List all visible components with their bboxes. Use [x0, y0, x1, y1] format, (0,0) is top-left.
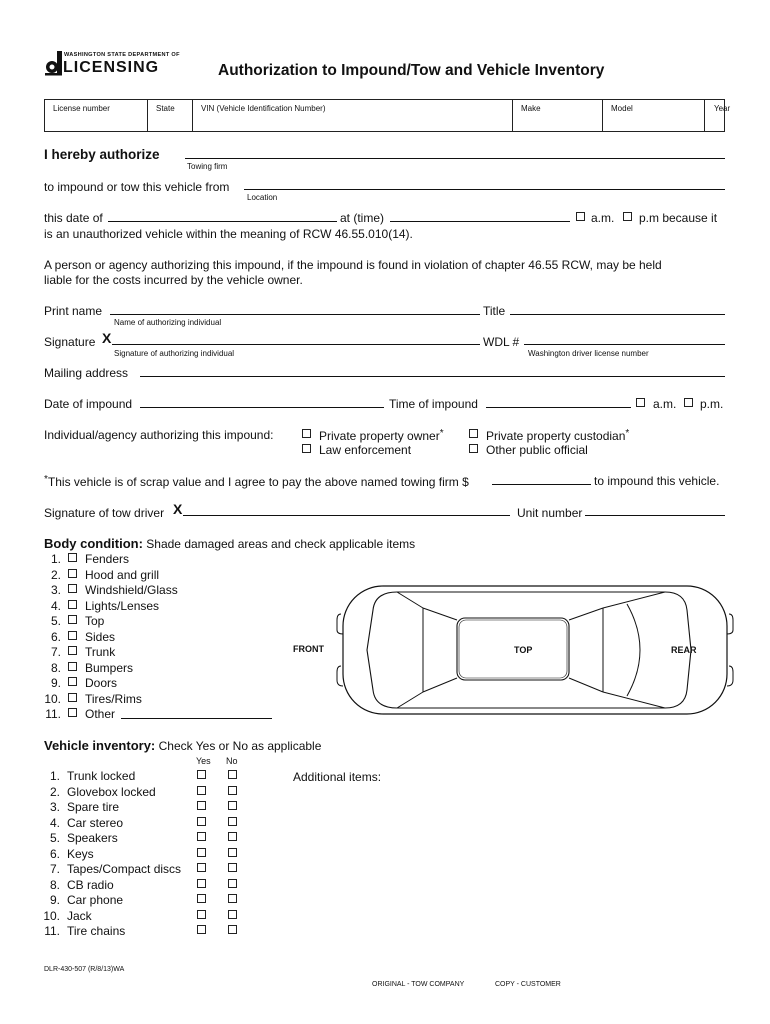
item-number: 9. — [50, 676, 61, 690]
item-number: 4. — [50, 599, 61, 613]
yes-checkbox[interactable] — [197, 879, 206, 888]
private-custodian-label — [486, 428, 629, 443]
other-checkbox[interactable] — [68, 708, 77, 717]
year-label: Year — [714, 104, 731, 113]
page-title: Authorization to Impound/Tow and Vehicle Inventory — [218, 62, 605, 79]
impound-from-label: to impound or tow this vehicle from — [44, 180, 230, 194]
diagram-top-label: TOP — [514, 645, 533, 655]
vin-cell[interactable] — [193, 100, 513, 131]
item-number: 6. — [49, 847, 60, 861]
vehicle-inventory-title: Vehicle inventory: — [44, 738, 156, 753]
authorize-heading: I hereby authorize — [44, 147, 160, 162]
item-label: CB radio — [67, 878, 114, 892]
item-number: 8. — [49, 878, 60, 892]
print-name-field[interactable] — [110, 314, 480, 315]
item-label: Keys — [67, 847, 94, 861]
sides-checkbox[interactable] — [68, 631, 77, 640]
item-number: 9. — [49, 893, 60, 907]
no-checkbox[interactable] — [228, 770, 237, 779]
agency-name-big: LICENSING — [63, 59, 160, 76]
wdl-caption: Washington driver license number — [528, 349, 649, 358]
item-number: 5. — [50, 614, 61, 628]
pm-because-label: p.m because it — [639, 211, 718, 225]
yes-checkbox[interactable] — [197, 786, 206, 795]
form-id: DLR-430-507 (R/8/13)WA — [44, 966, 125, 973]
item-label: Windshield/Glass — [85, 583, 178, 597]
no-checkbox[interactable] — [228, 910, 237, 919]
wdl-label: WDL # — [483, 335, 520, 349]
agency-name-small: WASHINGTON STATE DEPARTMENT OF — [64, 52, 180, 58]
item-label: Jack — [67, 909, 92, 923]
item-number: 5. — [49, 831, 60, 845]
impound-pm-checkbox[interactable] — [684, 398, 693, 407]
no-checkbox[interactable] — [228, 786, 237, 795]
state-cell[interactable] — [148, 100, 193, 131]
other-damage-field[interactable] — [121, 718, 272, 719]
item-label: Doors — [85, 676, 118, 690]
item-label: Glovebox locked — [67, 785, 156, 799]
scrap-asterisk: * — [44, 474, 48, 485]
item-label: Speakers — [67, 831, 118, 845]
item-number: 8. — [50, 661, 61, 675]
mailing-address-field[interactable] — [140, 376, 725, 377]
bumpers-checkbox[interactable] — [68, 662, 77, 671]
unauthorized-text: is an unauthorized vehicle within the meaning of RCW 46.55.010(14). — [44, 227, 413, 241]
private-owner-label — [319, 428, 444, 443]
yes-checkbox[interactable] — [197, 801, 206, 810]
wdl-field[interactable] — [524, 344, 725, 345]
doors-checkbox[interactable] — [68, 677, 77, 686]
signature-field[interactable] — [112, 344, 480, 345]
windshield-checkbox[interactable] — [68, 584, 77, 593]
yes-checkbox[interactable] — [197, 832, 206, 841]
item-label: Trunk locked — [67, 769, 136, 783]
law-enforcement-label: Law enforcement — [319, 443, 412, 457]
vin-label: VIN (Vehicle Identification Number) — [201, 104, 326, 113]
towing-firm-field[interactable] — [185, 158, 725, 159]
warning-line-1: A person or agency authorizing this impound, if the impound is found in violation of chapter 46.55 RCW, may be held — [44, 258, 662, 272]
trunk-checkbox[interactable] — [68, 646, 77, 655]
item-label: Bumpers — [85, 661, 134, 675]
title-label: Title — [483, 304, 506, 318]
diagram-rear-label: REAR — [671, 645, 697, 655]
scrap-value-text — [44, 474, 469, 489]
customer-copy-label: COPY - CUSTOMER — [495, 981, 561, 988]
yes-checkbox[interactable] — [197, 925, 206, 934]
vehicle-id-table — [44, 99, 731, 132]
item-number: 7. — [49, 862, 60, 876]
no-checkbox[interactable] — [228, 801, 237, 810]
item-label: Tapes/Compact discs — [67, 862, 182, 876]
model-cell[interactable] — [603, 100, 705, 131]
private-custodian-asterisk: * — [625, 428, 630, 439]
item-label: Car stereo — [67, 816, 124, 830]
item-label: Fenders — [85, 552, 130, 566]
yes-checkbox[interactable] — [197, 894, 206, 903]
fenders-checkbox[interactable] — [68, 553, 77, 562]
signature-label: Signature — [44, 335, 96, 349]
item-label: Tires/Rims — [85, 692, 142, 706]
towing-firm-caption: Towing firm — [187, 162, 228, 171]
item-number: 10. — [44, 692, 61, 706]
yes-checkbox[interactable] — [197, 817, 206, 826]
item-label: Top — [85, 614, 105, 628]
dol-logo-mark — [44, 49, 64, 77]
no-checkbox[interactable] — [228, 832, 237, 841]
state-label: State — [156, 104, 175, 113]
pm-checkbox[interactable] — [623, 212, 632, 221]
private-owner-asterisk: * — [439, 428, 444, 439]
body-condition-subtitle: Shade damaged areas and check applicable items — [146, 537, 416, 551]
impound-am-label: a.m. — [653, 397, 677, 411]
item-number: 2. — [50, 568, 61, 582]
am-label: a.m. — [591, 211, 615, 225]
item-number: 4. — [49, 816, 60, 830]
warning-line-2: liable for the costs incurred by the vehicle owner. — [44, 273, 303, 287]
at-time-label: at (time) — [340, 211, 385, 225]
item-label: Lights/Lenses — [85, 599, 160, 613]
title-field[interactable] — [510, 314, 725, 315]
private-custodian-text: Private property custodian — [486, 429, 626, 443]
item-number: 3. — [50, 583, 61, 597]
hood-grill-checkbox[interactable] — [68, 569, 77, 578]
impound-am-checkbox[interactable] — [636, 398, 645, 407]
make-cell[interactable] — [513, 100, 603, 131]
no-checkbox[interactable] — [228, 817, 237, 826]
yes-checkbox[interactable] — [197, 910, 206, 919]
item-label: Other — [85, 707, 116, 721]
location-caption: Location — [247, 193, 278, 202]
scrap-end-text: to impound this vehicle. — [594, 474, 720, 488]
item-number: 3. — [49, 800, 60, 814]
other-official-label: Other public official — [486, 443, 588, 457]
date-of-impound-label: Date of impound — [44, 397, 133, 411]
private-custodian-checkbox[interactable] — [469, 429, 478, 438]
date-field[interactable] — [108, 221, 337, 222]
tires-checkbox[interactable] — [68, 693, 77, 702]
item-number: 1. — [49, 769, 60, 783]
item-number: 2. — [49, 785, 60, 799]
tow-driver-signature-field[interactable] — [183, 515, 510, 516]
item-label: Sides — [85, 630, 116, 644]
am-checkbox[interactable] — [576, 212, 585, 221]
other-official-checkbox[interactable] — [469, 444, 478, 453]
diagram-front-label: FRONT — [293, 644, 324, 654]
yes-checkbox[interactable] — [197, 848, 206, 857]
item-label: Spare tire — [67, 800, 120, 814]
unit-number-label: Unit number — [517, 506, 583, 520]
private-owner-text: Private property owner — [319, 429, 440, 443]
this-date-label: this date of — [44, 211, 103, 225]
original-copy-label: ORIGINAL - TOW COMPANY — [372, 981, 465, 988]
signature-caption: Signature of authorizing individual — [114, 349, 235, 358]
body-condition-title: Body condition: — [44, 536, 143, 551]
no-checkbox[interactable] — [228, 894, 237, 903]
item-label: Hood and grill — [85, 568, 160, 582]
location-field[interactable] — [244, 189, 725, 190]
authorizing-party-label: Individual/agency authorizing this impound: — [44, 428, 274, 442]
body-condition-heading — [44, 536, 415, 551]
no-checkbox[interactable] — [228, 848, 237, 857]
scrap-amount-field[interactable] — [492, 484, 591, 485]
item-label: Tire chains — [67, 924, 126, 938]
private-owner-checkbox[interactable] — [302, 429, 311, 438]
lights-checkbox[interactable] — [68, 600, 77, 609]
mailing-address-label: Mailing address — [44, 366, 129, 380]
item-label: Trunk — [85, 645, 116, 659]
item-number: 10. — [43, 909, 60, 923]
law-enforcement-checkbox[interactable] — [302, 444, 311, 453]
impound-pm-label: p.m. — [700, 397, 724, 411]
name-caption: Name of authorizing individual — [114, 318, 222, 327]
top-checkbox[interactable] — [68, 615, 77, 624]
no-checkbox[interactable] — [228, 925, 237, 934]
year-cell[interactable] — [705, 100, 731, 131]
additional-items-label: Additional items: — [293, 770, 382, 784]
tow-driver-label: Signature of tow driver — [44, 506, 165, 520]
time-of-impound-field[interactable] — [486, 407, 631, 408]
make-label: Make — [521, 104, 541, 113]
tow-driver-x-mark: X — [173, 501, 183, 517]
license-number-cell[interactable] — [45, 100, 148, 131]
model-label: Model — [611, 104, 633, 113]
no-checkbox[interactable] — [228, 879, 237, 888]
item-label: Car phone — [67, 893, 124, 907]
yes-column-header: Yes — [196, 756, 211, 766]
vehicle-inventory-subtitle: Check Yes or No as applicable — [158, 739, 322, 753]
date-of-impound-field[interactable] — [140, 407, 384, 408]
time-of-impound-label: Time of impound — [389, 397, 478, 411]
license-number-label: License number — [53, 104, 110, 113]
print-name-label: Print name — [44, 304, 103, 318]
no-column-header: No — [226, 756, 238, 766]
item-number: 6. — [50, 630, 61, 644]
unit-number-field[interactable] — [585, 515, 725, 516]
scrap-text: This vehicle is of scrap value and I agree to pay the above named towing firm $ — [47, 475, 469, 489]
time-field[interactable] — [390, 221, 570, 222]
item-number: 11. — [44, 924, 60, 938]
yes-checkbox[interactable] — [197, 770, 206, 779]
signature-x-mark: X — [102, 330, 112, 346]
item-number: 1. — [50, 552, 61, 566]
no-checkbox[interactable] — [228, 863, 237, 872]
vehicle-inventory-heading — [44, 738, 321, 753]
yes-checkbox[interactable] — [197, 863, 206, 872]
item-number: 7. — [50, 645, 61, 659]
item-number: 11. — [45, 707, 61, 721]
